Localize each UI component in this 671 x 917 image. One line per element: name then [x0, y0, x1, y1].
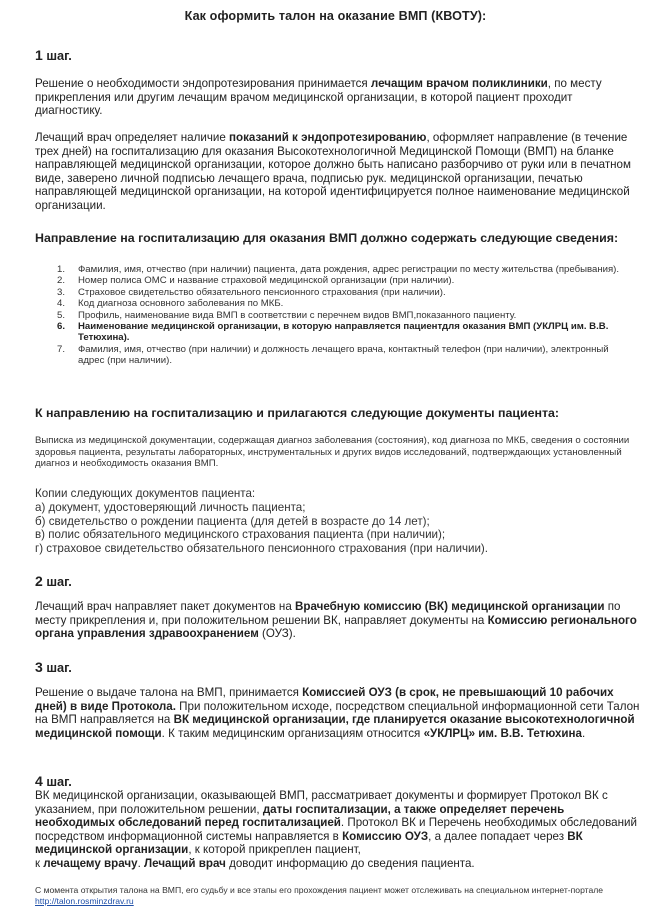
copies-intro: Копии следующих документов пациента: — [35, 487, 256, 500]
text-run: к — [35, 856, 44, 870]
list-item-text: Фамилия, имя, отчество (при наличии) и должность лечащего врача, контактный телефон (при наличии), электронный адрес (при наличии). — [78, 343, 609, 367]
list-item — [57, 298, 627, 309]
referral-heading: Направление на госпитализацию для оказания ВМП должно содержать следующие сведения: — [35, 231, 619, 245]
list-item-text: Наименование медицинской организации, в которую направляется пациентдля оказания ВМП (УКЛРЦ им. В.В. Тетюхина). — [78, 321, 609, 344]
list-item-number: 6. — [57, 321, 66, 333]
step-2-number: 2 — [35, 573, 43, 589]
text-run: , к которой прикреплен пациент, — [188, 843, 361, 857]
list-item-text: Номер полиса ОМС и название страховой медицинской организации (при наличии). — [78, 275, 455, 287]
list-item — [57, 264, 627, 275]
list-item: а) документ, удостоверяющий личность пациента; — [35, 500, 306, 514]
text-run: , оформляет направление (в течение трех дней) на госпитализацию для оказания Высокотехнологичной Медицинской Помощи (ВМП) на бланке направляющей медицинской организации, которое должно быть написано разборчиво от руки или в печатном виде, заверено личной подписью лечащего врача, подписью рук. медицинской организации, печатью направляющей медицинской организации, на которой идентифицируется полное наименование медицинской организации. — [35, 131, 631, 212]
step-2-label: шаг. — [46, 574, 72, 589]
text-run-bold: Комиссию ОУЗ — [342, 829, 429, 843]
step-4-label: шаг. — [46, 774, 72, 789]
footer-text: С момента открытия талона на ВМП, его судьбу и все этапы его прохождения пациент может отслеживать на специальном интернет-портале — [35, 885, 604, 895]
list-item: г) страховое свидетельство обязательного пенсионного страхования (при наличии). — [35, 542, 489, 556]
list-item-text: Фамилия, имя, отчество (при наличии) пациента, дата рождения, адрес регистрации по месту жительства (пребывания). — [78, 264, 620, 275]
step-1-label: шаг. — [46, 48, 72, 63]
step-3-heading — [35, 659, 72, 675]
step-4-number: 4 — [35, 773, 43, 789]
text-run: Решение о выдаче талона на ВМП, принимается — [35, 686, 303, 699]
text-run: . — [137, 856, 145, 870]
list-item-text: Страховое свидетельство обязательного пенсионного страхования (при наличии). — [78, 286, 446, 298]
text-run-bold: «УКЛРЦ» им. В.В. Тетюхина — [423, 726, 582, 740]
list-item-number: 5. — [57, 309, 66, 321]
step-3-paragraph — [35, 686, 641, 740]
text-run-bold: Врачебную комиссию (ВК) медицинской организации — [295, 600, 605, 613]
text-run: доводит информацию до сведения пациента. — [225, 856, 475, 870]
text-run: (ОУЗ). — [258, 627, 296, 641]
text-run: . — [581, 726, 586, 740]
referral-requirements-list — [57, 264, 627, 367]
step-2-heading — [35, 573, 72, 589]
step-1-number: 1 — [35, 47, 43, 63]
text-run-bold: показаний к эндопротезированию — [229, 131, 427, 144]
list-item-text: Профиль, наименование вида ВМП в соответствии с перечнем видов ВМП,показанного пациенту. — [78, 309, 517, 321]
step-4-heading — [35, 773, 72, 789]
text-run-bold: Комиссией ОУЗ (в срок, не превышающий 10 рабочих дней) в виде Протокола. — [35, 686, 614, 713]
list-item: б) свидетельство о рождении пациента (для детей в возрасте до 14 лет); — [35, 514, 430, 528]
text-run: Лечащий врач направляет пакет документов на — [35, 600, 295, 613]
text-run-bold: ВК медицинской организации — [35, 829, 583, 857]
list-item-number: 4. — [57, 298, 66, 310]
text-run: . К таким медицинским организациям относится — [161, 726, 424, 740]
text-run: , а далее попадает через — [428, 829, 568, 843]
text-run-bold: Лечащий врач — [144, 856, 226, 870]
text-run-bold: ВК медицинской организации, где планируется оказание высокотехнологичной медицинской помощи — [35, 713, 635, 740]
list-item — [57, 287, 627, 298]
list-item-text: Код диагноза основного заболевания по МКБ. — [78, 298, 284, 310]
list-item — [57, 275, 627, 286]
step-1-paragraph-1 — [35, 77, 641, 118]
text-run: ВК медицинской организации, оказывающей ВМП, рассматривает документы и формирует Протокол ВК с указанием, при положительном решении, — [35, 789, 608, 816]
list-item — [57, 321, 627, 344]
step-1-paragraph-2 — [35, 131, 641, 213]
text-run-bold: Комиссию регионального органа управления здравоохранением — [35, 613, 637, 641]
list-item-number: 3. — [57, 286, 66, 298]
step-3-number: 3 — [35, 659, 43, 675]
footer-note — [35, 885, 635, 907]
list-item-number: 7. — [57, 343, 66, 355]
text-run: Лечащий врач определяет наличие — [35, 131, 230, 144]
copies-list — [35, 487, 488, 556]
list-item — [57, 344, 627, 367]
text-run: . Протокол ВК и Перечень необходимых обследований посредством информационной системы направляется в — [35, 816, 637, 843]
step-1-heading — [35, 47, 72, 63]
list-item-number: 2. — [57, 275, 66, 287]
page-title: Как оформить талон на оказание ВМП (КВОТУ): — [184, 9, 487, 23]
text-run: При положительном исходе, посредством специальной информационной сети Талон на ВМП направляется на — [35, 699, 640, 727]
text-run: , по месту прикрепления или другим лечащим врачом медицинской организации, в которой пациент проходит диагностику. — [35, 77, 602, 118]
step-3-label: шаг. — [46, 660, 72, 675]
text-run: Решение о необходимости эндопротезирования принимается — [35, 77, 371, 90]
text-run: по месту прикрепления и, при положительном решении ВК, направляет документы на — [35, 600, 621, 627]
attached-documents-text: Выписка из медицинской документации, содержащая диагноз заболевания (состояния), код диагноза по МКБ, сведения о состоянии здоровья пациента, результаты лабораторных, инструментальных и других видов исследований, подтверждающих установленный диагноз и необходимость оказания ВМП. — [35, 435, 630, 470]
list-item-number: 1. — [57, 264, 66, 275]
portal-link[interactable]: http://talon.rosminzdrav.ru — [35, 896, 134, 906]
step-4-paragraph — [35, 789, 641, 871]
step-2-paragraph — [35, 600, 641, 641]
text-run-bold: даты госпитализации, а также определяет перечень необходимых обследований перед госпитализацией — [35, 802, 565, 830]
list-item — [57, 310, 627, 321]
attached-documents-heading: К направлению на госпитализацию и прилагаются следующие документы пациента: — [35, 406, 560, 420]
list-item: в) полис обязательного медицинского страхования пациента (при наличии); — [35, 528, 446, 542]
text-run-bold: лечащим врачом поликлиники — [370, 77, 548, 90]
text-run-bold: лечащему врачу — [43, 856, 138, 870]
